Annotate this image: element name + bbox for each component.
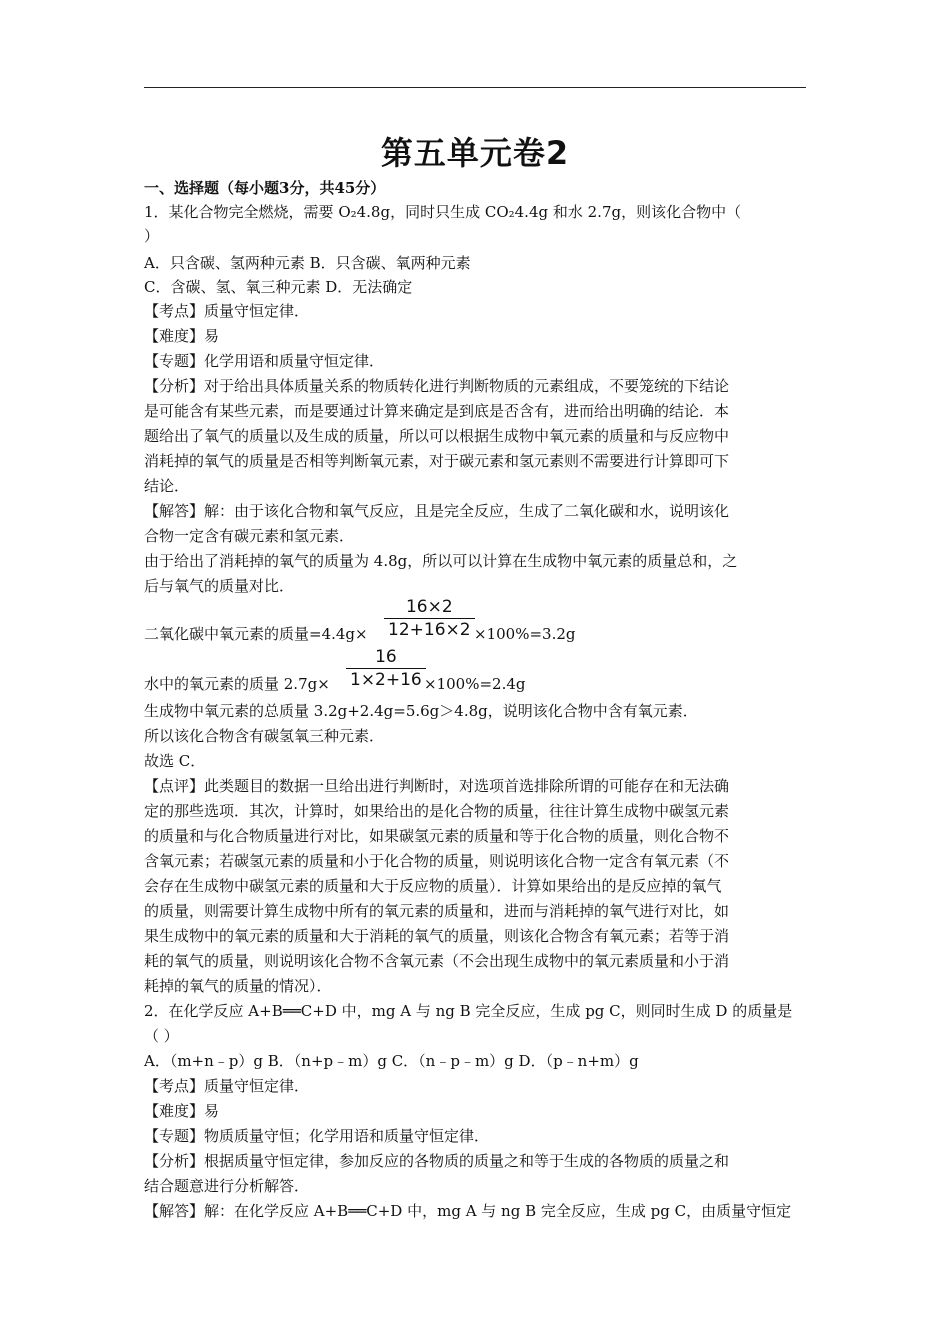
text-line: 会存在生成物中碳氢元素的质量和大于反应物的质量）．计算如果给出的是反应掉的氧气 [144, 877, 722, 895]
text-line: 1．某化合物完全燃烧，需要 O₂4.8g，同时只生成 CO₂4.4g 和水 2.7g，则该化合物中（ [144, 203, 742, 221]
formula-tail: ×100%=2.4g [424, 675, 526, 693]
section-heading: 一、选择题（每小题3分，共45分） [144, 179, 386, 197]
option-line: A．只含碳、氢两种元素 B．只含碳、氧两种元素 [144, 254, 471, 272]
formula-co2 [144, 596, 809, 646]
fraction [346, 646, 426, 691]
text-line: 【解答】解：由于该化合物和氧气反应，且是完全反应，生成了二氧化碳和水，说明该化 [144, 502, 730, 520]
text-line: 果生成物中的氧元素的质量和大于消耗的氧气的质量，则该化合物含有氧元素；若等于消 [144, 927, 730, 945]
text-line: 【解答】解：在化学反应 A+B══C+D 中，mg A 与 ng B 完全反应，生成 pg C，由质量守恒定 [144, 1202, 792, 1220]
text-line: 【分析】对于给出具体质量关系的物质转化进行判断物质的元素组成，不要笼统的下结论 [144, 377, 730, 395]
text-line: 所以该化合物含有碳氢氧三种元素． [144, 727, 385, 745]
text-line: 【点评】此类题目的数据一旦给出进行判断时，对选项首选排除所谓的可能存在和无法确 [144, 777, 730, 795]
fraction-numerator: 16 [346, 646, 426, 669]
formula-tail: ×100%=3.2g [474, 625, 576, 643]
text-line: 【考点】质量守恒定律． [144, 302, 310, 320]
fraction-denominator: 1×2+16 [350, 670, 422, 690]
fraction-numerator: 16×2 [384, 596, 475, 619]
text-line: 耗的氧气的质量，则说明该化合物不含氧元素（不会出现生成物中的氧元素质量和小于消 [144, 952, 730, 970]
text-line: 2．在化学反应 A+B══C+D 中，mg A 与 ng B 完全反应，生成 pg C，则同时生成 D 的质量是 [144, 1002, 793, 1020]
formula-water [144, 646, 809, 696]
text-line: ） [144, 227, 160, 245]
text-line: （ ） [144, 1027, 179, 1045]
text-line: 题给出了氧气的质量以及生成的质量，所以可以根据生成物中氧元素的质量和与反应物中 [144, 427, 730, 445]
text-line: 耗掉的氧气的质量的情况）． [144, 977, 332, 995]
text-line: 合物一定含有碳元素和氢元素． [144, 527, 355, 545]
text-line: 消耗掉的氧气的质量是否相等判断氧元素，对于碳元素和氢元素则不需要进行计算即可下 [144, 452, 730, 470]
text-line: 【分析】根据质量守恒定律，参加反应的各物质的质量之和等于生成的各物质的质量之和 [144, 1152, 730, 1170]
text-line: 后与氧气的质量对比． [144, 577, 295, 595]
text-line: 结论． [144, 477, 190, 495]
formula-lead: 水中的氧元素的质量 2.7g× [144, 675, 330, 693]
text-line: 【难度】易 [144, 1102, 220, 1120]
text-line: 定的那些选项．其次，计算时，如果给出的是化合物的质量，往往计算生成物中碳氢元素 [144, 802, 730, 820]
option-line: A．（m+n﹣p）g B．（n+p﹣m）g C．（n﹣p﹣m）g D．（p﹣n+m）g [144, 1052, 639, 1070]
text-line: 【考点】质量守恒定律． [144, 1077, 310, 1095]
fraction-denominator: 12+16×2 [388, 620, 471, 640]
text-line: 的质量，则需要计算生成物中所有的氧元素的质量和，进而与消耗掉的氧气进行对比，如 [144, 902, 730, 920]
text-line: 【专题】物质质量守恒；化学用语和质量守恒定律． [144, 1127, 490, 1145]
text-line: 【难度】易 [144, 327, 220, 345]
text-line: 生成物中氧元素的总质量 3.2g+2.4g=5.6g＞4.8g，说明该化合物中含有氧元素． [144, 702, 698, 720]
header-rule [144, 87, 806, 88]
fraction [384, 596, 475, 641]
text-line: 故选 C． [144, 752, 206, 770]
option-line: C．含碳、氢、氧三种元素 D．无法确定 [144, 278, 413, 296]
page-title: 第五单元卷2 [380, 134, 570, 172]
text-line: 由于给出了消耗掉的氧气的质量为 4.8g，所以可以计算在生成物中氧元素的质量总和，之 [144, 552, 738, 570]
formula-lead: 二氧化碳中氧元素的质量=4.4g× [144, 625, 368, 643]
text-line: 是可能含有某些元素，而是要通过计算来确定是到底是否含有，进而给出明确的结论．本 [144, 402, 730, 420]
text-line: 结合题意进行分析解答． [144, 1177, 310, 1195]
text-line: 的质量和与化合物质量进行对比，如果碳氢元素的质量和等于化合物的质量，则化合物不 [144, 827, 730, 845]
text-line: 【专题】化学用语和质量守恒定律． [144, 352, 385, 370]
text-line: 含氧元素；若碳氢元素的质量和小于化合物的质量，则说明该化合物一定含有氧元素（不 [144, 852, 730, 870]
